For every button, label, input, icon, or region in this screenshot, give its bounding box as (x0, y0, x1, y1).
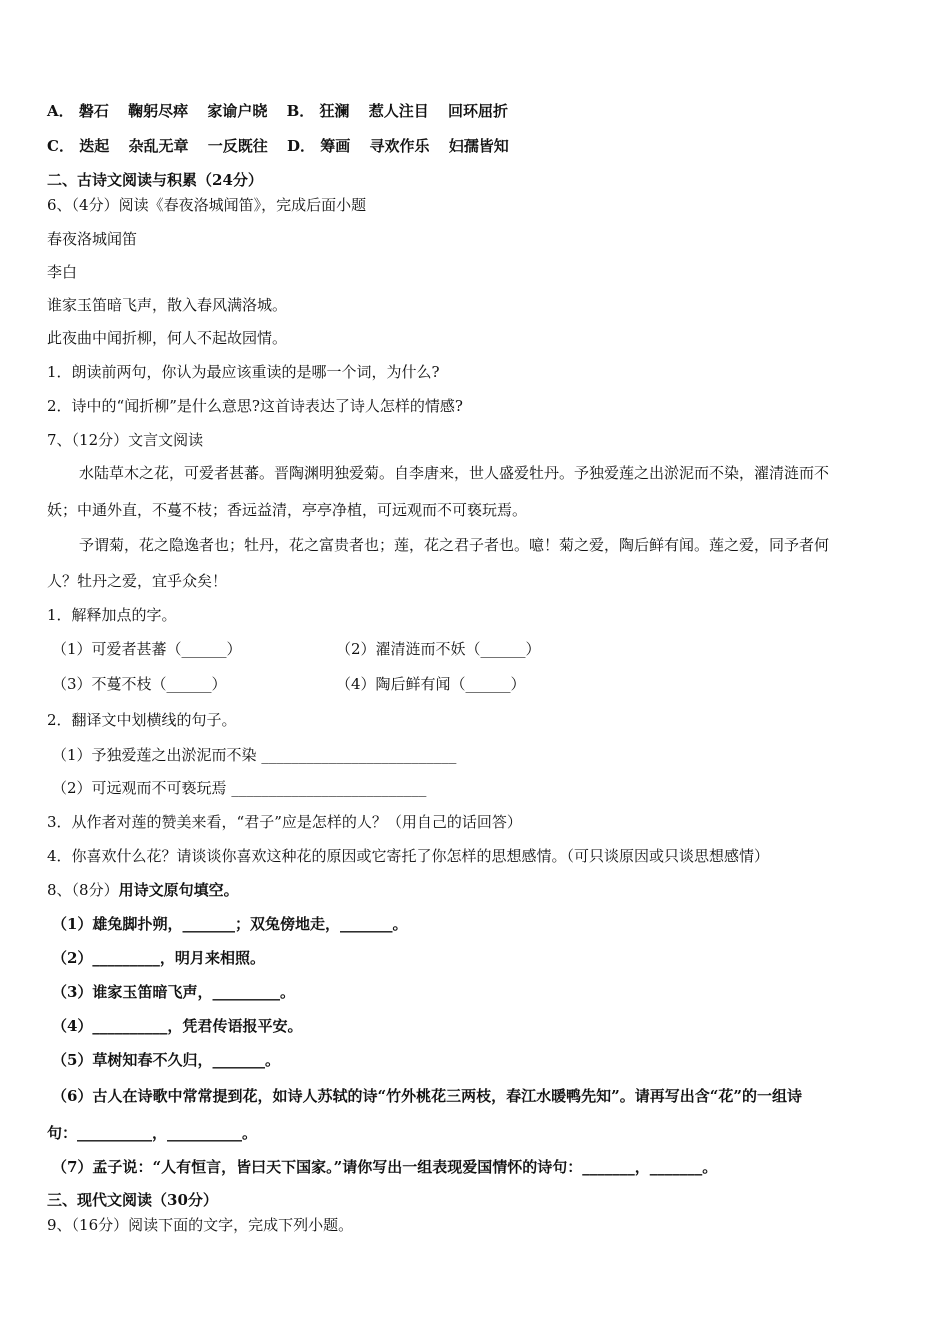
option-b-word2: 惹人注目 (368, 102, 429, 120)
q7-s1-item1: （1）可爱者甚蕃（______） (52, 640, 242, 658)
option-b-word3: 回环屈折 (448, 102, 509, 120)
q8-stem-instruction: 用诗文原句填空。 (118, 881, 239, 899)
option-a-word3: 家谕户晓 (207, 102, 268, 120)
q8-fill-6-line1: （6）古人在诗歌中常常提到花，如诗人苏轼的诗“竹外桃花三两枝，春江水暖鸭先知”。请再写出含“花”的一组诗 (52, 1087, 802, 1105)
option-d-word1: 筹画 (320, 137, 351, 155)
option-c-word1: 迭起 (79, 137, 110, 155)
section2-title: 二、古诗文阅读与积累（24分） (47, 171, 263, 189)
poem-line-2: 此夜曲中闻折柳，何人不起故园情。 (47, 329, 288, 347)
option-c-word3: 一反既往 (207, 137, 268, 155)
q7-s2-item2: （2）可远观而不可亵玩焉 __________________________ (52, 779, 427, 797)
q7-s2-item1: （1）予独爱莲之出淤泥而不染 __________________________ (52, 746, 457, 764)
q8-stem (47, 880, 239, 900)
q7-stem: 7、（12分）文言文阅读 (47, 431, 204, 449)
q7-para1-line2: 妖；中通外直，不蔓不枝；香远益清，亭亭净植，可远观而不可亵玩焉。 (47, 501, 528, 519)
option-d-word2: 寻欢作乐 (369, 137, 430, 155)
option-a-label: A． (47, 102, 74, 120)
option-a-word1: 磐石 (78, 102, 109, 120)
q8-stem-prefix: 8、（8分） (47, 881, 119, 899)
q6-sub1: 1．朗读前两句，你认为最应该重读的是哪一个词，为什么? (47, 363, 440, 381)
option-c-word2: 杂乱无章 (128, 137, 189, 155)
q7-s1: 1．解释加点的字。 (47, 606, 177, 624)
option-d-word3: 妇孺皆知 (448, 137, 509, 155)
q7-s2: 2．翻译文中划横线的句子。 (47, 711, 237, 729)
option-b-label: B． (286, 102, 315, 120)
poem-line-1: 谁家玉笛暗飞声，散入春风满洛城。 (47, 296, 288, 314)
q7-s1-item4: （4）陶后鲜有闻（______） (336, 675, 526, 693)
poem-author: 李白 (47, 263, 78, 281)
q7-para1-line1: 水陆草木之花，可爱者甚蕃。晋陶渊明独爱菊。自李唐来，世人盛爱牡丹。予独爱莲之出淤泥而不染，濯清涟而不 (79, 464, 830, 482)
q7-s1-item3: （3）不蔓不枝（______） (52, 675, 227, 693)
q7-para2-line2: 人？牡丹之爱，宜乎众矣！ (47, 572, 228, 590)
q8-fill-1: （1）雄兔脚扑朔，_______；双兔傍地走，_______。 (52, 915, 408, 933)
q6-stem: 6、（4分）阅读《春夜洛城闻笛》，完成后面小题 (47, 196, 367, 214)
option-b-word1: 狂澜 (319, 102, 350, 120)
q8-fill-3: （3）谁家玉笛暗飞声，_________。 (52, 983, 295, 1001)
options-row-cd (47, 136, 509, 156)
option-d-label: D． (286, 137, 315, 155)
q8-fill-6-line2: 句：__________，__________。 (47, 1124, 258, 1142)
q9-stem: 9、（16分）阅读下面的文字，完成下列小题。 (47, 1216, 354, 1234)
q6-sub2: 2．诗中的“闻折柳”是什么意思?这首诗表达了诗人怎样的情感? (47, 397, 463, 415)
options-row-ab (47, 101, 508, 121)
q8-fill-4: （4）__________，凭君传语报平安。 (52, 1017, 303, 1035)
option-a-word2: 鞠躬尽瘁 (128, 102, 189, 120)
q7-s3: 3．从作者对莲的赞美来看，“君子”应是怎样的人？（用自己的话回答） (47, 813, 522, 831)
q7-s1-item2: （2）濯清涟而不妖（______） (336, 640, 541, 658)
q7-para2-line1: 予谓菊，花之隐逸者也；牡丹，花之富贵者也；莲，花之君子者也。噫！菊之爱，陶后鲜有闻。莲之爱，同予者何 (79, 536, 830, 554)
option-c-label: C． (47, 137, 74, 155)
q8-fill-7: （7）孟子说：“人有恒言，皆曰天下国家。”请你写出一组表现爱国情怀的诗句：_______，_______。 (52, 1158, 718, 1176)
section3-title: 三、现代文阅读（30分） (47, 1191, 218, 1209)
q7-s4: 4．你喜欢什么花？请谈谈你喜欢这种花的原因或它寄托了你怎样的思想感情。（可只谈原因或只谈思想感情） (47, 847, 770, 865)
poem-title: 春夜洛城闻笛 (47, 230, 138, 248)
q8-fill-2: （2）_________，明月来相照。 (52, 949, 265, 967)
q8-fill-5: （5）草树知春不久归，_______。 (52, 1051, 280, 1069)
